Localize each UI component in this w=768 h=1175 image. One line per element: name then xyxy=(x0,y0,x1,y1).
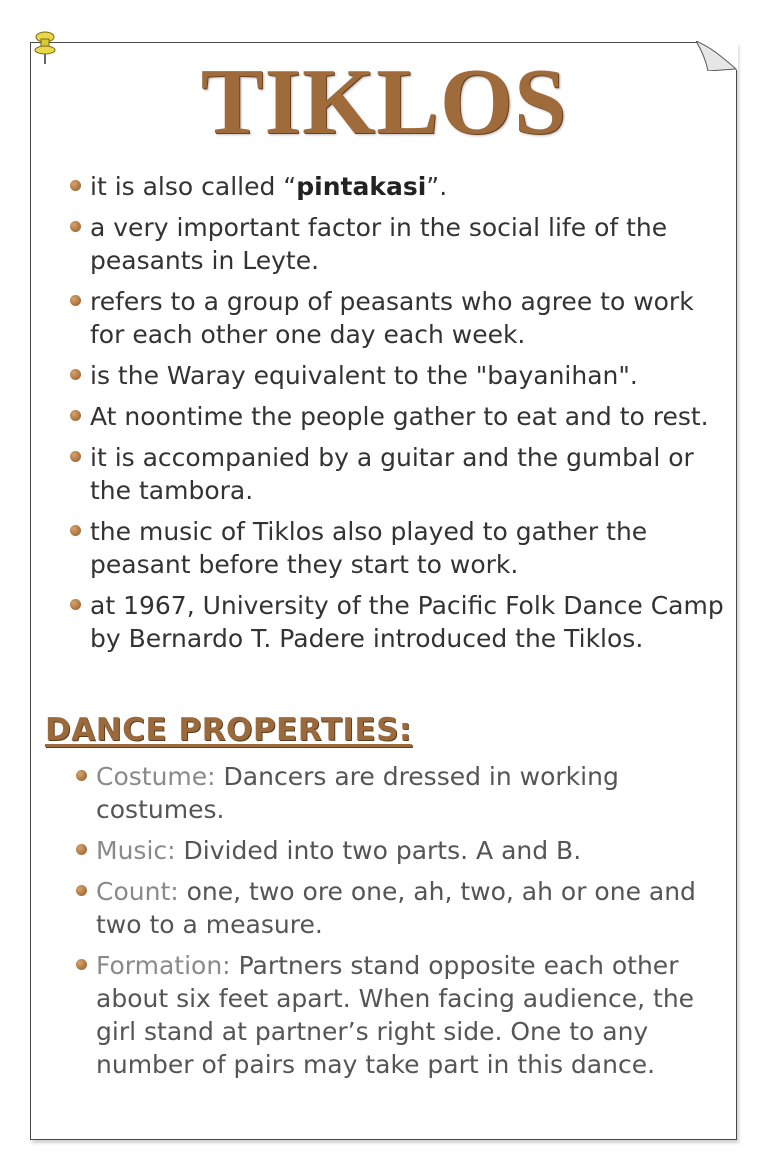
bullet-icon xyxy=(76,885,87,896)
list-item: refers to a group of peasants who agree to work for each other one day each week. xyxy=(68,285,728,351)
bullet-icon xyxy=(70,221,81,232)
list-item xyxy=(76,875,726,941)
property-label: Music: xyxy=(96,836,176,865)
property-label: Costume: xyxy=(96,762,224,791)
bullet-icon xyxy=(70,180,81,191)
property-label: Formation: xyxy=(96,951,239,980)
page-title: TIKLOS xyxy=(200,50,568,154)
dance-properties-list xyxy=(76,760,726,1089)
list-item xyxy=(76,760,726,826)
list-item xyxy=(76,834,726,867)
property-value: one, two ore one, ah, two, ah or one and two to a measure. xyxy=(96,877,696,939)
list-item: a very important factor in the social life of the peasants in Leyte. xyxy=(68,211,728,277)
highlighted-term: pintakasi xyxy=(296,172,427,201)
facts-list xyxy=(68,170,728,663)
bullet-icon xyxy=(70,451,81,462)
section-heading: DANCE PROPERTIES: xyxy=(45,712,412,748)
list-item xyxy=(76,949,726,1081)
bullet-icon xyxy=(76,844,87,855)
property-label: Count: xyxy=(96,877,187,906)
bullet-icon xyxy=(70,295,81,306)
property-value: Divided into two parts. A and B. xyxy=(175,836,582,865)
bullet-icon xyxy=(70,525,81,536)
bullet-icon xyxy=(70,369,81,380)
list-item: the music of Tiklos also played to gather the peasant before they start to work. xyxy=(68,515,728,581)
bullet-icon xyxy=(70,410,81,421)
list-item: is the Waray equivalent to the "bayanihan". xyxy=(68,359,728,392)
property-value: Dancers are dressed in working costumes. xyxy=(96,762,619,824)
bullet-icon xyxy=(76,959,87,970)
bullet-icon xyxy=(70,599,81,610)
list-item: At noontime the people gather to eat and to rest. xyxy=(68,400,728,433)
list-item: at 1967, University of the Pacific Folk Dance Camp by Bernardo T. Padere introduced the Tiklos. xyxy=(68,589,728,655)
bullet-icon xyxy=(76,770,87,781)
property-value: Partners stand opposite each other about six feet apart. When facing audience, the girl stand at partner’s right side. One to any number of pairs may take part in this dance. xyxy=(96,951,695,1079)
list-item: it is also called “pintakasi”. xyxy=(68,170,728,203)
list-item: it is accompanied by a guitar and the gumbal or the tambora. xyxy=(68,441,728,507)
